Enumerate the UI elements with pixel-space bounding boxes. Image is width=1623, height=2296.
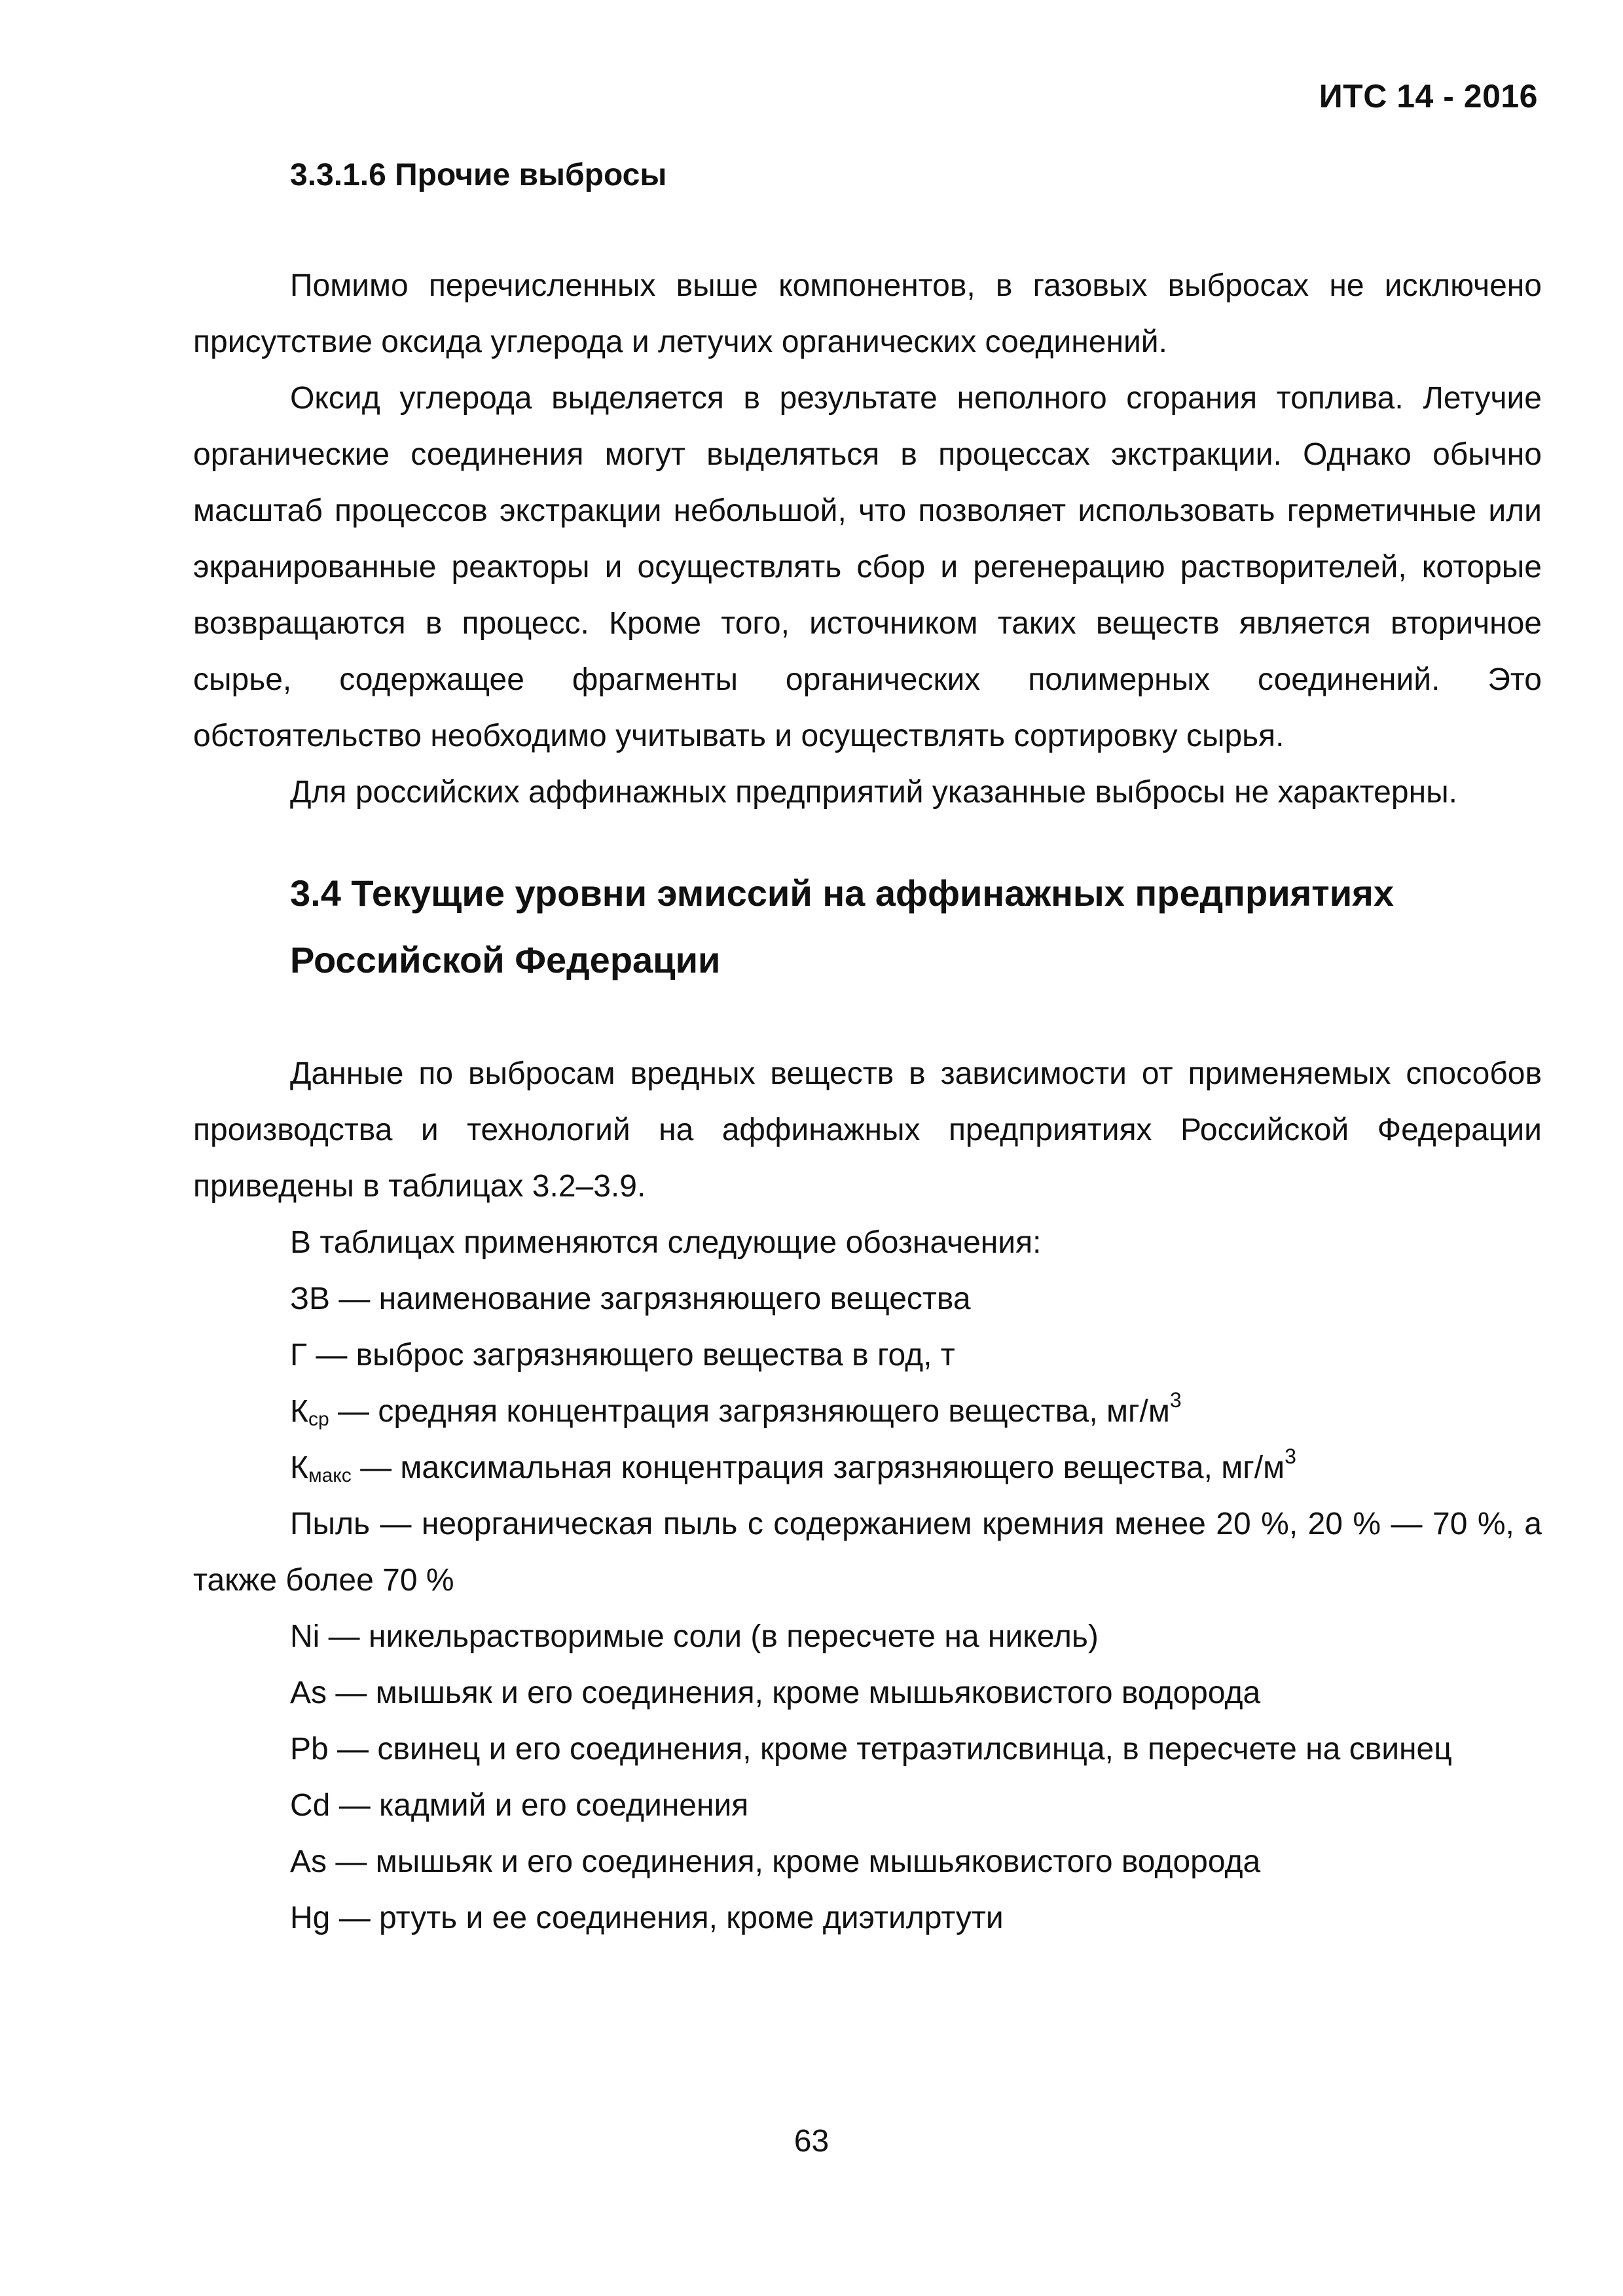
page-number: 63: [793, 2124, 830, 2159]
ksr-superscript: 3: [1169, 1388, 1182, 1412]
definition-zv: ЗВ — наименование загрязняющего вещества: [290, 1282, 971, 1316]
ksr-description: — средняя концентрация загрязняющего вещества, мг/м: [329, 1394, 1170, 1429]
definition-dust: Пыль — неорганическая пыль с содержанием кремния менее 20 %, 20 % — 70 %, а также более 70 %: [193, 1507, 1542, 1598]
definition-pb: Pb — свинец и его соединения, кроме тетраэтилсвинца, в пересчете на свинец: [290, 1732, 1452, 1767]
document-code-header: ИТС 14 - 2016: [1319, 78, 1538, 115]
page-content: [193, 143, 1542, 1946]
body-paragraph: Для российских аффинажных предприятий указанные выбросы не характерны.: [290, 775, 1457, 810]
legend-intro: В таблицах применяются следующие обозначения:: [290, 1225, 1042, 1260]
section-title-line1: 3.4 Текущие уровни эмиссий на аффинажных предприятиях: [290, 872, 1394, 914]
kmaks-symbol: К: [290, 1450, 308, 1485]
definition-ksr: [193, 1384, 1542, 1440]
section-title-line2: Российской Федерации: [290, 939, 721, 980]
ksr-subscript: ср: [308, 1408, 329, 1430]
definition-as-repeat: As — мышьяк и его соединения, кроме мышьяковистого водорода: [290, 1844, 1261, 1879]
definition-as: As — мышьяк и его соединения, кроме мышьяковистого водорода: [290, 1676, 1261, 1710]
definition-g: Г — выброс загрязняющего вещества в год, т: [290, 1338, 955, 1372]
body-paragraph: Оксид углерода выделяется в результате неполного сгорания топлива. Летучие органические соединения могут выделяться в процессах экстракции. Однако обычно масштаб процессов экстракции небольшой, что позволяет использовать герметичные или экранированные реакторы и осуществлять сбор и регенерацию растворителей, которые возвращаются в процесс. Кроме того, источником таких веществ является вторичное сырье, содержащее фрагменты органических полимерных соединений. Это обстоятельство необходимо учитывать и осуществлять сортировку сырья.: [193, 381, 1542, 753]
definition-cd: Cd — кадмий и его соединения: [290, 1788, 749, 1823]
body-paragraph: Помимо перечисленных выше компонентов, в газовых выбросах не исключено присутствие оксида углерода и летучих органических соединений.: [193, 268, 1542, 359]
kmaks-subscript: макс: [308, 1465, 352, 1486]
definition-hg: Hg — ртуть и ее соединения, кроме диэтилртути: [290, 1901, 1004, 1935]
kmaks-superscript: 3: [1285, 1444, 1296, 1468]
subsection-title: 3.3.1.6 Прочие выбросы: [290, 158, 667, 192]
definition-kmaks: [193, 1440, 1542, 1496]
definition-ni: Ni — никельрастворимые соли (в пересчете на никель): [290, 1619, 1099, 1654]
section-intro-paragraph: Данные по выбросам вредных веществ в зависимости от применяемых способов производства и технологий на аффинажных предприятиях Российской Федерации приведены в таблицах 3.2–3.9.: [193, 1056, 1542, 1204]
kmaks-description: — максимальная концентрация загрязняющего вещества, мг/м: [351, 1450, 1285, 1485]
section-title: [193, 860, 1542, 994]
ksr-symbol: К: [290, 1394, 308, 1429]
